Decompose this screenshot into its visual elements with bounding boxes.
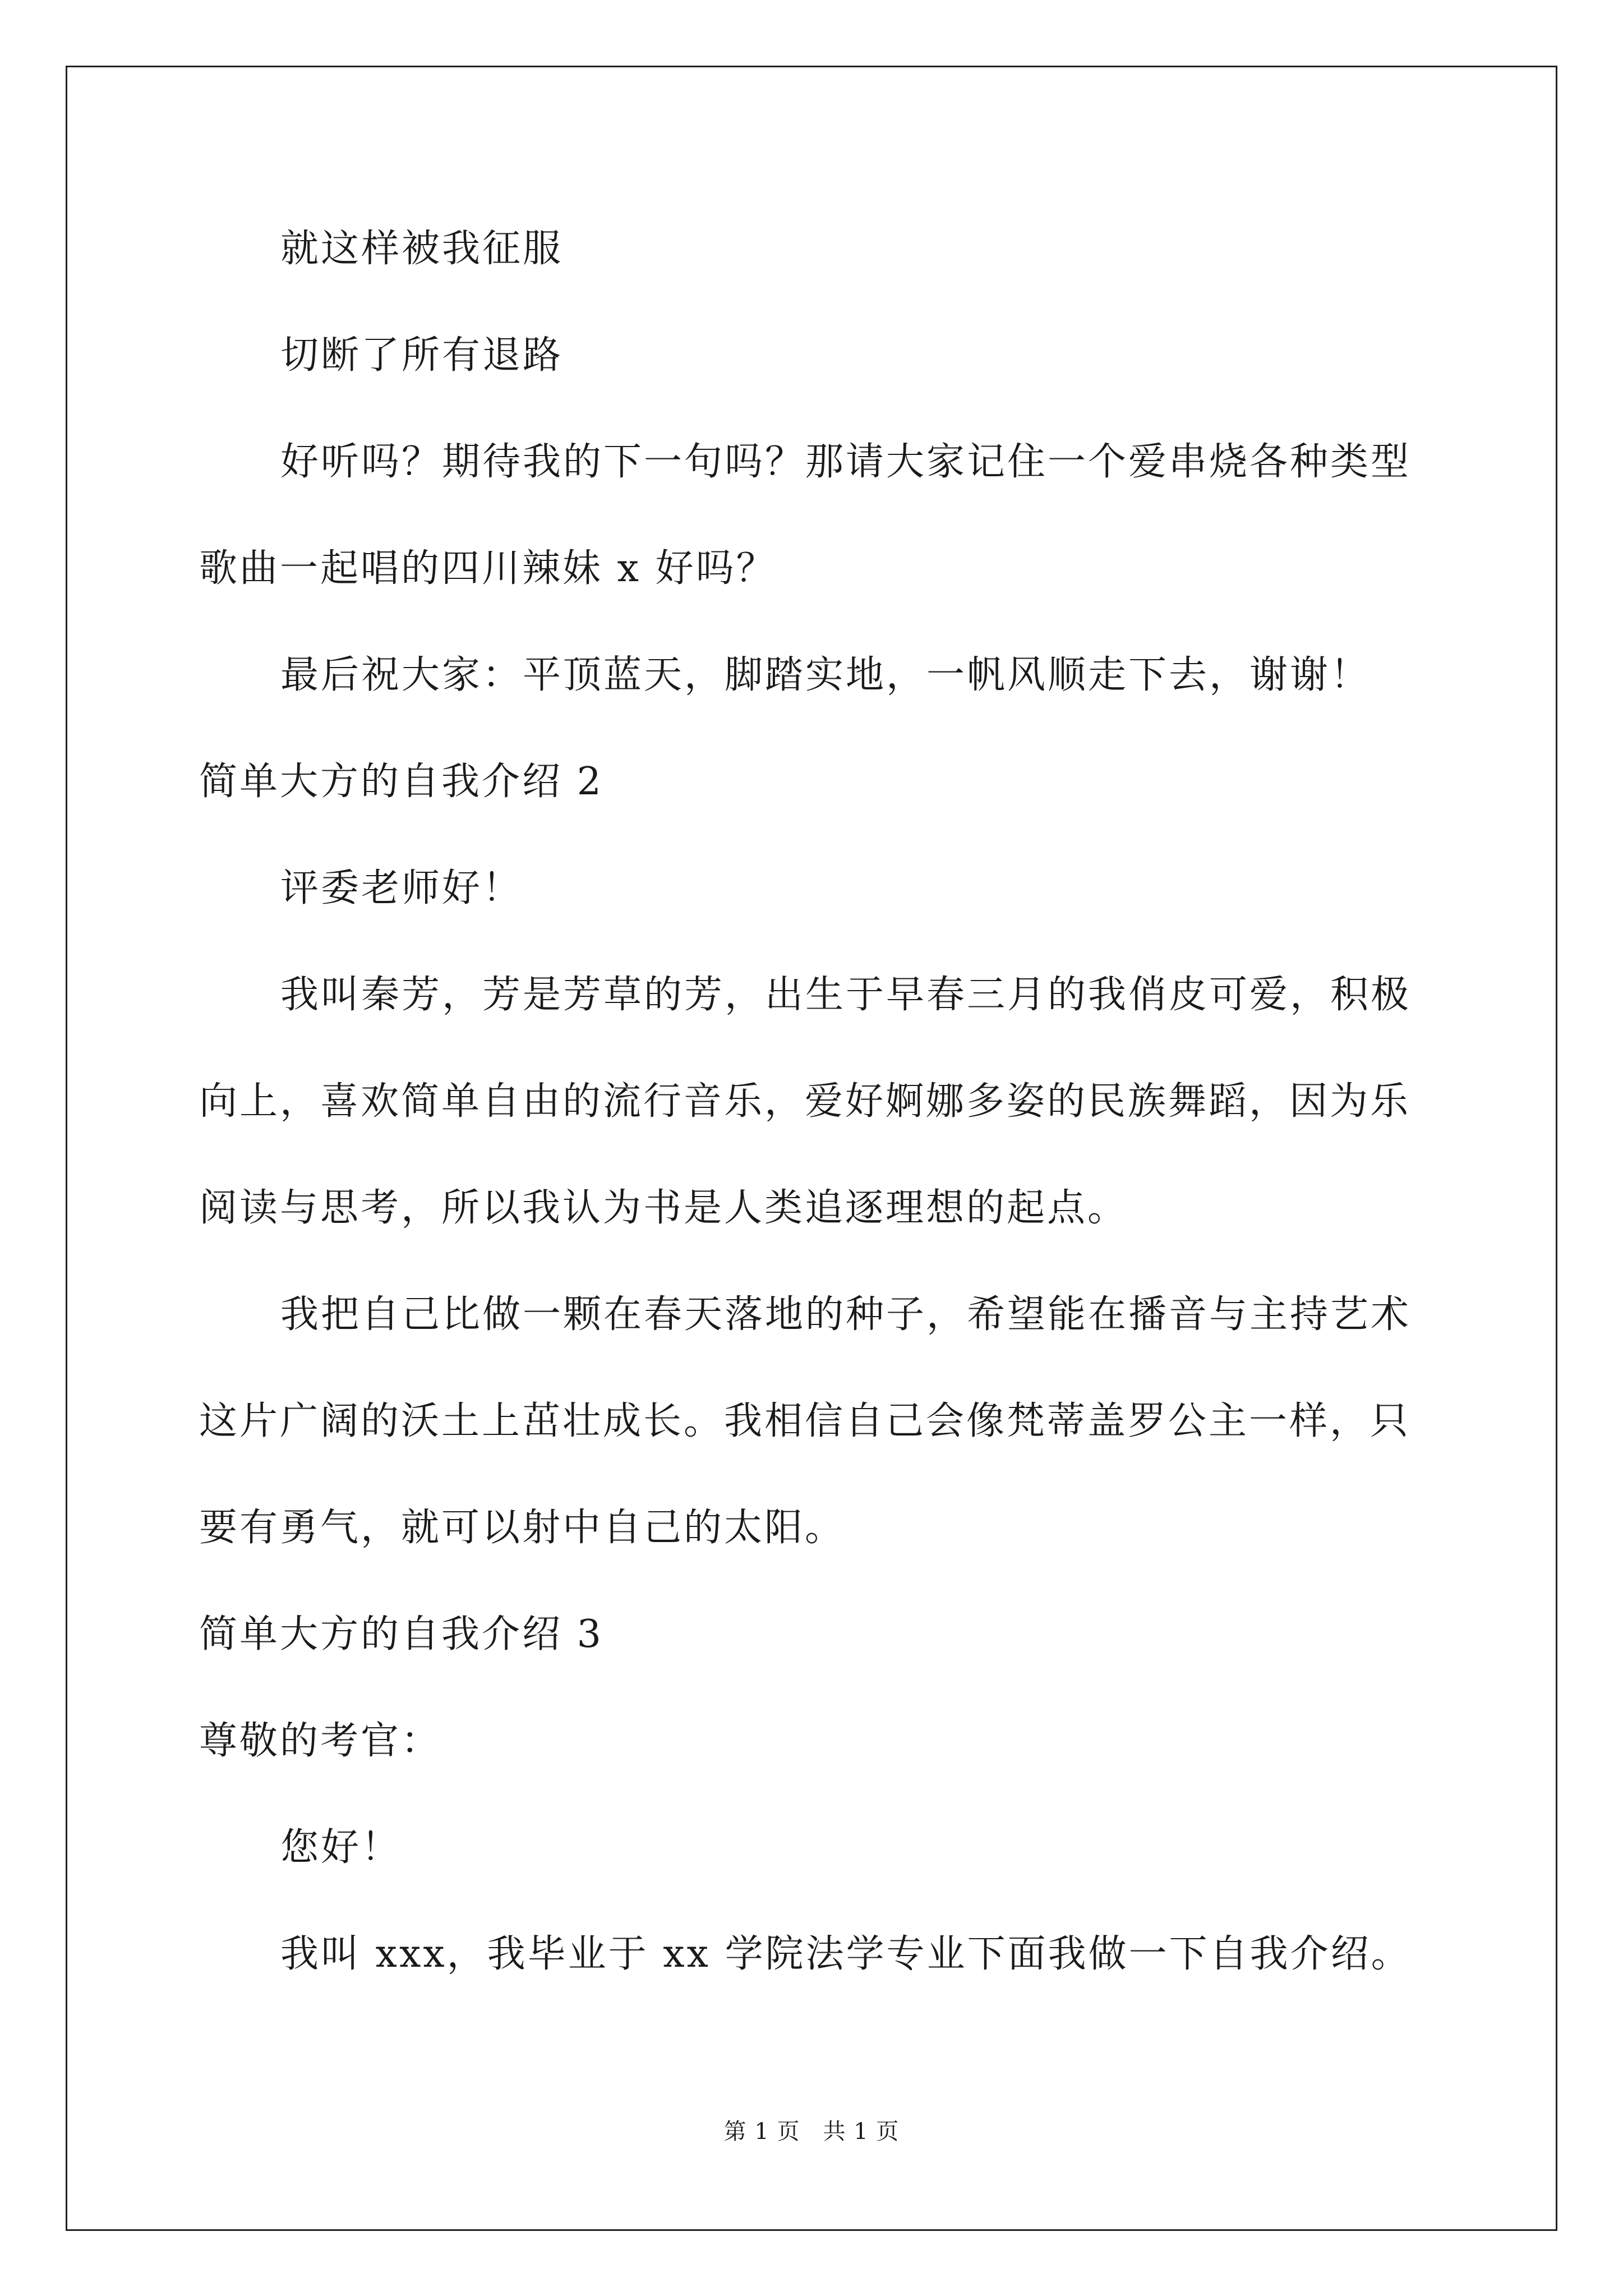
section-heading-3: 简单大方的自我介绍 3 — [199, 1612, 603, 1657]
paragraph-line: 我叫秦芳，芳是芳草的芳，出生于早春三月的我俏皮可爱，积极 — [280, 973, 1412, 1017]
paragraph-line: 我叫 xxx，我毕业于 xx 学院法学专业下面我做一下自我介绍。 — [280, 1932, 1412, 1976]
paragraph-line: 好听吗？期待我的下一句吗？那请大家记住一个爱串烧各种类型 — [280, 440, 1412, 484]
greeting-line: 评委老师好！ — [280, 866, 523, 910]
paragraph-line: 这片广阔的沃土上茁壮成长。我相信自己会像梵蒂盖罗公主一样，只 — [199, 1399, 1411, 1443]
paragraph-line: 阅读与思考，所以我认为书是人类追逐理想的起点。 — [199, 1186, 1128, 1230]
salutation-line: 尊敬的考官： — [199, 1719, 442, 1763]
paragraph-line: 最后祝大家：平顶蓝天，脚踏实地，一帆风顺走下去，谢谢！ — [280, 653, 1371, 697]
page-border — [66, 66, 1557, 2231]
paragraph-line: 我把自己比做一颗在春天落地的种子，希望能在播音与主持艺术 — [280, 1292, 1412, 1337]
poem-line-1: 就这样被我征服 — [280, 227, 564, 271]
section-heading-2: 简单大方的自我介绍 2 — [199, 760, 603, 804]
paragraph-line: 歌曲一起唱的四川辣妹 x 好吗？ — [199, 546, 777, 591]
paragraph-line: 要有勇气，就可以射中自己的太阳。 — [199, 1506, 846, 1550]
page-number-footer: 第 1 页 共 1 页 — [723, 2119, 900, 2145]
paragraph-line: 向上，喜欢简单自由的流行音乐，爱好婀娜多姿的民族舞蹈，因为乐 — [199, 1079, 1411, 1124]
poem-line-2: 切断了所有退路 — [280, 333, 564, 378]
greeting-line: 您好！ — [280, 1825, 402, 1870]
